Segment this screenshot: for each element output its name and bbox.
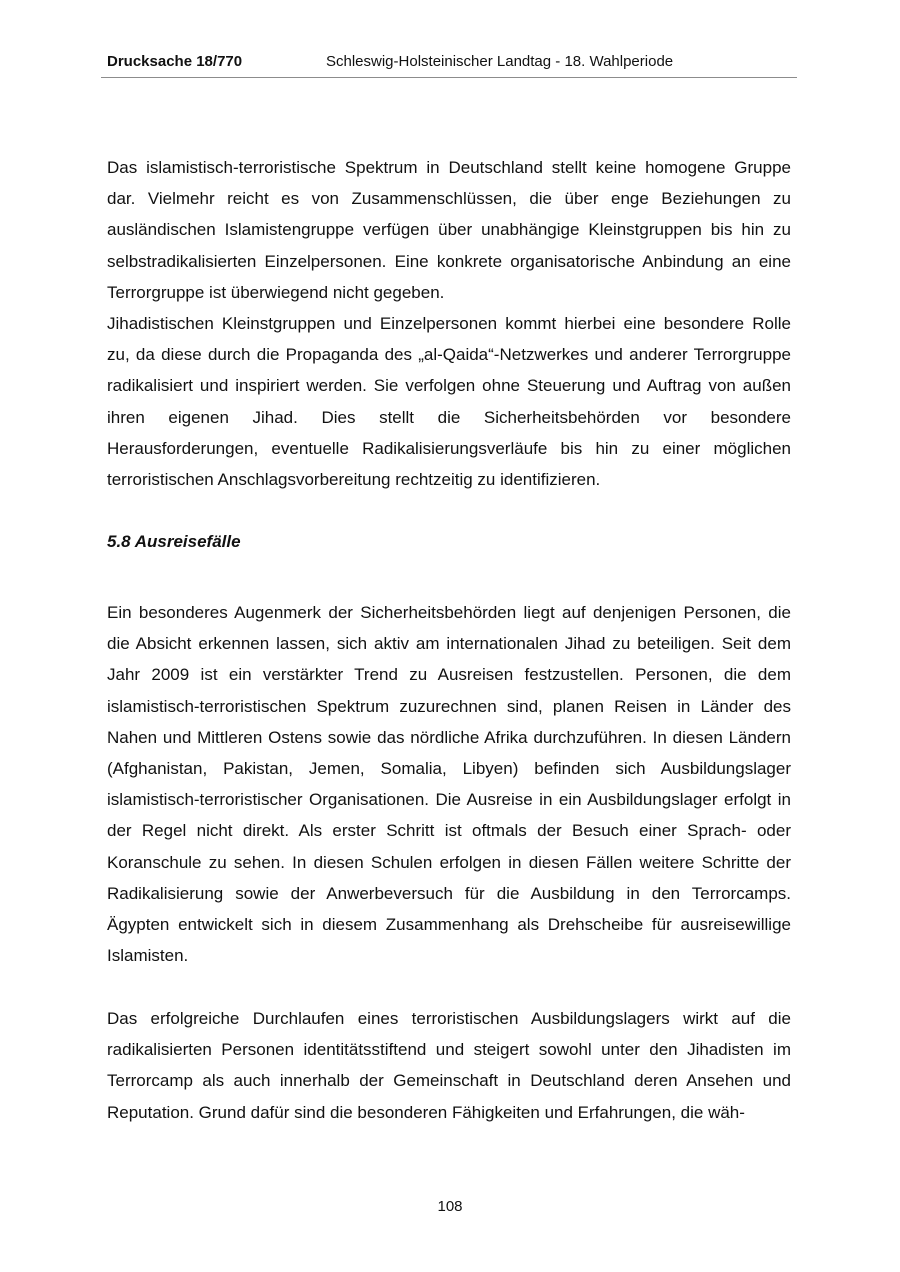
page-header bbox=[101, 50, 797, 78]
section-paragraph-2: Das erfolgreiche Durchlaufen eines terroristischen Ausbildungslagers wirkt auf die radikalisierten Personen identitätsstiftend und steigert sowohl unter den Jihadisten im Terrorcamp als auch innerhalb der Gemeinschaft in Deutschland deren Ansehen und Reputation. Grund dafür sind die besonderen Fähigkeiten und Erfahrungen, die wäh- bbox=[107, 1009, 791, 1122]
section-heading: 5.8 Ausreisefälle bbox=[107, 532, 241, 551]
body-paragraph-1: Das islamistisch-terroristische Spektrum in Deutschland stellt keine homogene Gruppe dar. Vielmehr reicht es von Zusammenschlüssen, die über enge Beziehungen zu ausländischen Islamistengruppe verfügen über unabhängige Kleinstgruppen bis hin zu selbstradikalisierten Einzelpersonen. Eine konkrete organisatorische Anbindung an eine Terrorgruppe ist überwiegend nicht gegeben. bbox=[107, 158, 791, 302]
document-number: Drucksache 18/770 bbox=[107, 53, 243, 70]
page-number: 108 bbox=[437, 1198, 463, 1215]
body-paragraph-2: Jihadistischen Kleinstgruppen und Einzelpersonen kommt hierbei eine besondere Rolle zu, da diese durch die Propaganda des „al-Qaida“-Netzwerkes und anderer Terrorgruppe radikalisiert und inspiriert werden. Sie verfolgen ohne Steuerung und Auftrag von außen ihren eigenen Jihad. Dies stellt die Sicherheitsbehörden vor besondere Herausforderungen, eventuelle Radikalisierungsverläufe bis hin zu einer möglichen terroristischen Anschlagsvorbereitung rechtzeitig zu identifizieren. bbox=[107, 314, 791, 490]
section-paragraph-1: Ein besonderes Augenmerk der Sicherheitsbehörden liegt auf denjenigen Personen, die die Absicht erkennen lassen, sich aktiv am internationalen Jihad zu beteiligen. Seit dem Jahr 2009 ist ein verstärkter Trend zu Ausreisen festzustellen. Personen, die dem islamistisch-terroristischen Spektrum zuzurechnen sind, planen Reisen in Länder des Nahen und Mittleren Ostens sowie das nördliche Afrika durchzuführen. In diesen Ländern (Afghanistan, Pakistan, Jemen, Somalia, Libyen) befinden sich Ausbildungslager islamistisch-terroristischer Organisationen. Die Ausreise in ein Ausbildungslager erfolgt in der Regel nicht direkt. Als erster Schritt ist oftmals der Besuch einer Sprach- oder Koranschule zu sehen. In diesen Schulen erfolgen in diesen Fällen weitere Schritte der Radikalisierung sowie der Anwerbeversuch für die Ausbildung in den Terrorcamps. Ägypten entwickelt sich in diesem Zusammenhang als Drehscheibe für ausreisewillige Islamisten. bbox=[107, 603, 791, 966]
header-title: Schleswig-Holsteinischer Landtag - 18. Wahlperiode bbox=[326, 53, 674, 70]
